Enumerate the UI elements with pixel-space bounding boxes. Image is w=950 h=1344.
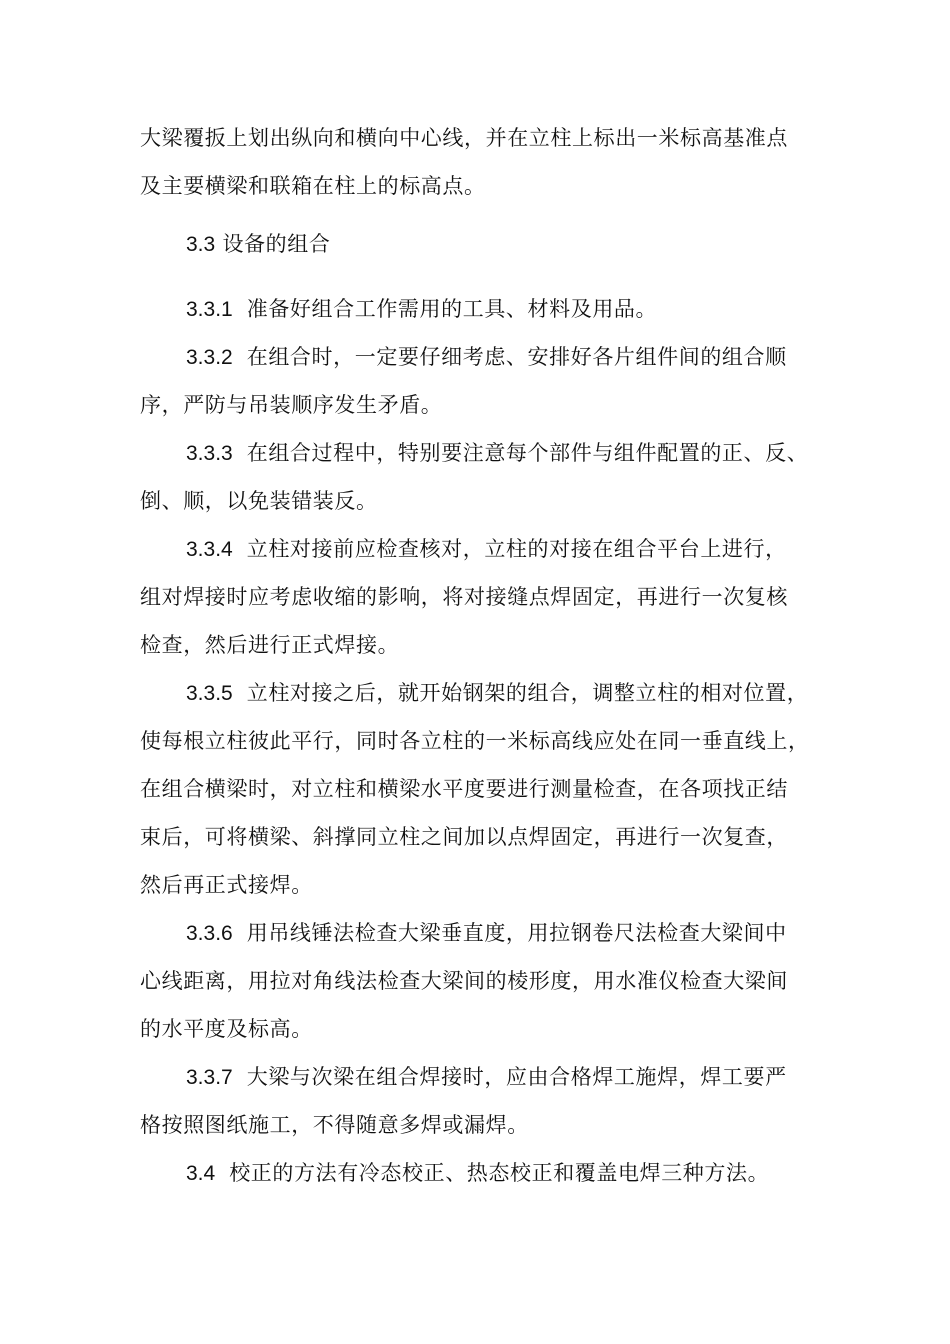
clause-text: 立柱对接之后，就开始钢架的组合，调整立柱的相对位置， [246, 681, 809, 705]
paragraph-line: 格按照图纸施工，不得随意多焊或漏焊。 [140, 1113, 529, 1137]
paragraph-line: 的水平度及标高。 [140, 1017, 313, 1041]
paragraph-line: 组对焊接时应考虑收缩的影响，将对接缝点焊固定，再进行一次复核 [140, 585, 788, 609]
clause-text: 在组合过程中，特别要注意每个部件与组件配置的正、反、 [246, 441, 809, 465]
paragraph-line: 大梁覆扳上划出纵向和横向中心线，并在立柱上标出一米标高基准点 [140, 126, 788, 150]
paragraph-line: 使每根立柱彼此平行，同时各立柱的一米标高线应处在同一垂直线上， [140, 729, 810, 753]
paragraph-line [186, 680, 808, 707]
paragraph-line: 倒、顺，以免装错装反。 [140, 489, 378, 513]
clause-number: 3.3.1 [186, 298, 233, 321]
paragraph-line: 检查，然后进行正式焊接。 [140, 633, 400, 657]
paragraph-line: 然后再正式接焊。 [140, 873, 313, 897]
paragraph-line: 及主要横梁和联箱在柱上的标高点。 [140, 174, 486, 198]
clause-text: 在组合时，一定要仔细考虑、安排好各片组件间的组合顺 [246, 345, 787, 369]
clause-text: 准备好组合工作需用的工具、材料及用品。 [246, 297, 658, 321]
paragraph-line [186, 296, 657, 323]
section-title: 设备的组合 [222, 232, 331, 256]
paragraph-line [186, 1160, 769, 1187]
paragraph-line: 序，严防与吊装顺序发生矛盾。 [140, 393, 443, 417]
paragraph-line: 心线距离，用拉对角线法检查大梁间的棱形度，用水准仪检查大梁间 [140, 969, 788, 993]
clause-text: 立柱对接前应检查核对，立柱的对接在组合平台上进行， [246, 537, 787, 561]
clause-number: 3.3.4 [186, 538, 233, 561]
paragraph-line [186, 536, 787, 563]
paragraph-line: 在组合横梁时，对立柱和横梁水平度要进行测量检查，在各项找正结 [140, 777, 788, 801]
paragraph-line [186, 1064, 787, 1091]
clause-number: 3.3.2 [186, 346, 233, 369]
clause-number: 3.3.3 [186, 442, 233, 465]
section-number: 3.3 [186, 233, 216, 256]
clause-text: 用吊线锤法检查大梁垂直度，用拉钢卷尺法检查大梁间中 [246, 921, 787, 945]
clause-number: 3.3.7 [186, 1066, 233, 1089]
clause-number: 3.4 [186, 1162, 216, 1185]
clause-text: 大梁与次梁在组合焊接时，应由合格焊工施焊，焊工要严 [246, 1065, 787, 1089]
paragraph-line: 束后，可将横梁、斜撑同立柱之间加以点焊固定，再进行一次复查， [140, 825, 788, 849]
paragraph-line [186, 440, 808, 467]
paragraph-line [186, 344, 787, 371]
section-heading [186, 231, 330, 258]
clause-text: 校正的方法有冷态校正、热态校正和覆盖电焊三种方法。 [229, 1161, 770, 1185]
clause-number: 3.3.5 [186, 682, 233, 705]
clause-number: 3.3.6 [186, 922, 233, 945]
paragraph-line [186, 920, 787, 947]
